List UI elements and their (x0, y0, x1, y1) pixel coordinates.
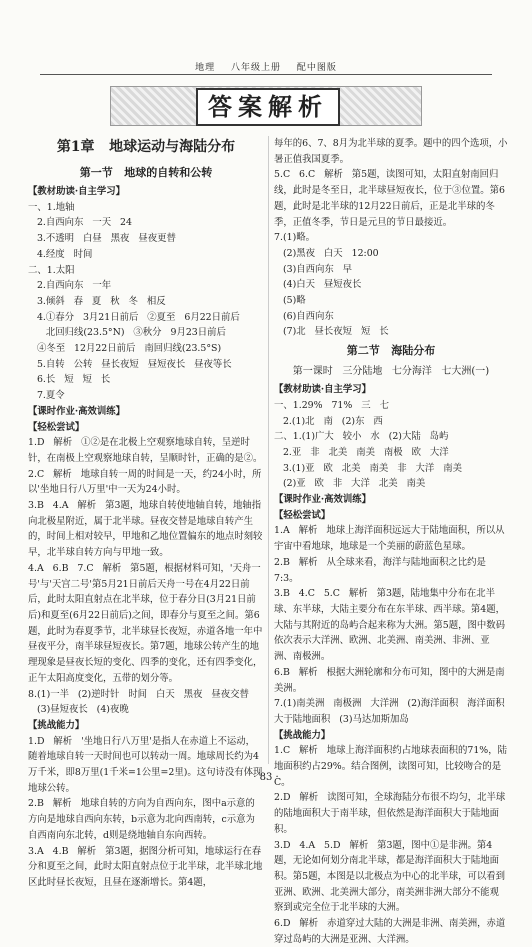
section-tag: 【教材助读·自主学习】 (274, 384, 372, 396)
answer-line: 1.C 解析 地球上海洋面积约占地球表面积的71%，陆地面积约占29%。结合图例，读图可知，比较吻合的是C。 (274, 745, 507, 788)
answer-line: 2.自西向东 一天 24 (28, 217, 132, 229)
section-title: 第一节 地球的自转和公转 (79, 166, 213, 179)
answer-banner (110, 86, 422, 126)
answer-line: (7)北 昼长夜短 短 长 (274, 326, 389, 338)
answer-line: 6.D 解析 赤道穿过大陆的大洲是非洲、南美洲，赤道穿过岛屿的大洲是亚洲、大洋洲。 (274, 918, 506, 945)
running-header (0, 60, 532, 73)
answer-line: 4.①春分 3月21日前后 ②夏至 6月22日前后 (28, 311, 240, 323)
section-tag: 【挑战能力】 (28, 719, 85, 731)
answer-line: 6.B 解析 根据大洲轮廓和分布可知，图中的大洲是南美洲。 (274, 666, 505, 694)
answer-line: 2.B 解析 地球自转的方向为自西向东，图中a示意的方向是地球自西向东转，b示意为北向西南转，c示意为自西南向东北转，d则是绕地轴自东向西转。 (28, 798, 255, 841)
answer-line: 7.夏令 (28, 390, 65, 402)
answer-line: 2.B 解析 从全球来看，海洋与陆地面积之比约是7:3。 (274, 556, 486, 584)
lesson-title: 第一课时 三分陆地 七分海洋 七大洲(一) (292, 366, 490, 378)
answer-line: 3.D 4.A 5.D 解析 第3题，图中①是非洲。第4题，无论如何划分南北半球，都是海洋面积大于陆地面积。第5题，本图是以北极点为中心的北半球，可以看到亚洲、欧洲、北美洲大部分，南美洲非洲大部分不能观察到或完全位于北半球的大洲。 (274, 839, 505, 914)
answer-line: 每年的6、7、8月为北半球的夏季。题中的四个选项，小暑正值我国夏季。 (274, 138, 508, 165)
answer-line: 2.自西向东 一年 (28, 280, 112, 292)
answer-line: 2.亚 非 北美 南美 南极 欧 大洋 (274, 446, 449, 458)
banner-title: 答案解析 (196, 88, 340, 126)
section-title: 第二节 海陆分布 (346, 344, 436, 358)
answer-line: (5)略 (274, 295, 306, 307)
right-column (274, 136, 508, 947)
answer-line: 一、1.地轴 (28, 201, 75, 213)
header-subject: 地理 (195, 63, 216, 73)
answer-line: 二、1.(1)广大 较小 水 (2)大陆 岛屿 (274, 431, 449, 443)
answer-line: 3.不透明 白昼 黑夜 昼夜更替 (28, 233, 176, 245)
header-edition: 配中图版 (296, 63, 337, 73)
answer-line: 5.自转 公转 昼长夜短 昼短夜长 昼夜等长 (28, 358, 232, 370)
section-tag: 【教材助读·自主学习】 (28, 186, 126, 197)
page-number: · 83 · (253, 772, 279, 783)
answer-line: 3.(1)亚 欧 北美 南美 非 大洋 南美 (274, 462, 462, 474)
answer-line: 1.D 解析 ①②是在北极上空观察地球自转，呈逆时针，在南极上空观察地球自转，呈顺时针，正确的是②。 (28, 437, 263, 464)
chapter-title: 第1章 地球运动与海陆分布 (56, 139, 236, 155)
header-rule (40, 74, 492, 75)
answer-line: (3)自西向东 早 (274, 263, 353, 275)
answer-line: 1.D 解析 '坐地日行八万里'是指人在赤道上不运动，随着地球自转一天时间也可以转动一周。地球周长约为4万千米，即8万里(1千米=1公里=2里)。这句诗没有体现地球公转。 (28, 735, 263, 794)
answer-line: (6)自西向东 (274, 310, 334, 322)
answer-line: 8.(1)一半 (2)逆时针 时间 白天 黑夜 昼夜交替 (28, 688, 249, 700)
answer-line: 4.A 6.B 7.C 解析 第5题，根据材料可知，'天舟一号'与'天宫二号'第5月21日前后天舟一号在4月22日前后，此时太阳直射点在北半球，位于春分日(3月21日前后)和夏至(6月22日前后)之间，即春分与夏至之间。第6题，此时为春夏季节，北半球昼长夜短，赤道各地一年中昼夜平分，南半球昼短夜长。第7题，地球公转产生的地理现象是昼夜长短的变化、四季的变化，还有四季变化，正午太阳高度变化，五带的划分等。 (28, 562, 263, 684)
section-tag: 【轻松尝试】 (274, 509, 331, 521)
answer-line: 5.C 6.C 解析 第5题，读图可知，太阳直射南回归线，此时是冬至日，北半球昼短夜长，位于③位置。第6题，此时是北半球的12月22日前后，正是北半球的冬季，正值冬季，节日是元旦的节日最接近。 (274, 169, 505, 228)
answer-line: 2.(1)北 南 (2)东 西 (274, 415, 383, 427)
answer-line: 2.C 解析 地球自转一周的时间是一天，约24小时，所以'坐地日行八万里'中一天为24小时。 (28, 468, 262, 496)
answer-line: ④冬至 12月22日前后 南回归线(23.5°S) (28, 343, 222, 355)
header-grade: 八年级上册 (230, 63, 281, 73)
answer-line: 一、1.29% 71% 三 七 (274, 399, 389, 411)
answer-line: (4)白天 昼短夜长 (274, 279, 362, 291)
answer-line: 7.(1)南美洲 南极洲 大洋洲 (2)海洋面积 海洋面积大于陆地面积 (3)马达加斯加岛 (274, 698, 505, 725)
answer-line: (2)黑夜 白天 12:00 (274, 247, 379, 259)
answer-line: 2.D 解析 读图可知，全球海陆分布很不均匀，北半球的陆地面积大于南半球，但依然是海洋面积大于陆地面积。 (274, 792, 506, 835)
answer-line: 3.B 4.C 5.C 解析 第3题，陆地集中分布在北半球、东半球，大陆主要分布在东半球、西半球。第4题，大陆与其附近的岛屿合起来称为大洲。第5题，图中数码依次表示大洋洲、欧洲、北美洲、南美洲、非洲、亚洲、南极洲。 (274, 588, 505, 663)
section-tag: 【挑战能力】 (274, 729, 331, 741)
answer-line: 4.经度 时间 (28, 248, 93, 260)
answer-line: 7.(1)略。 (274, 232, 315, 244)
column-divider (268, 136, 269, 764)
answer-line: (3)昼短夜长 (4)夜晚 (28, 704, 129, 716)
answer-line: 北回归线(23.5°N) ③秋分 9月23日前后 (28, 327, 226, 339)
answer-line: (2)亚 欧 非 大洋 北美 南美 (274, 478, 426, 490)
section-tag: 【课时作业·高效训练】 (274, 494, 372, 506)
section-tag: 【轻松尝试】 (28, 421, 85, 433)
answer-line: 6.长 短 短 长 (28, 374, 111, 386)
answer-line: 二、1.太阳 (28, 264, 75, 276)
answer-line: 3.A 4.B 解析 第3题，据图分析可知，地球运行在春分和夏至之间，此时太阳直射点位于北半球，北半球北地区此时昼长夜短，且昼在逐渐增长。第4题， (28, 845, 263, 888)
answer-line: 3.倾斜 春 夏 秋 冬 相反 (28, 295, 166, 307)
answer-line: 1.A 解析 地球上海洋面积远远大于陆地面积，所以从宇宙中看地球，地球是一个美丽的蔚蓝色星球。 (274, 525, 505, 553)
answer-line: 3.B 4.A 解析 第3题，地球自转使地轴自转，地轴指向北极星附近，属于北半球。昼夜交替是地球自转产生的，时间上相对较早，甲地和乙地位置偏东的地点时刻较早，北半球自转方向与甲地一致。 (28, 500, 263, 559)
section-tag: 【课时作业·高效训练】 (28, 405, 126, 417)
